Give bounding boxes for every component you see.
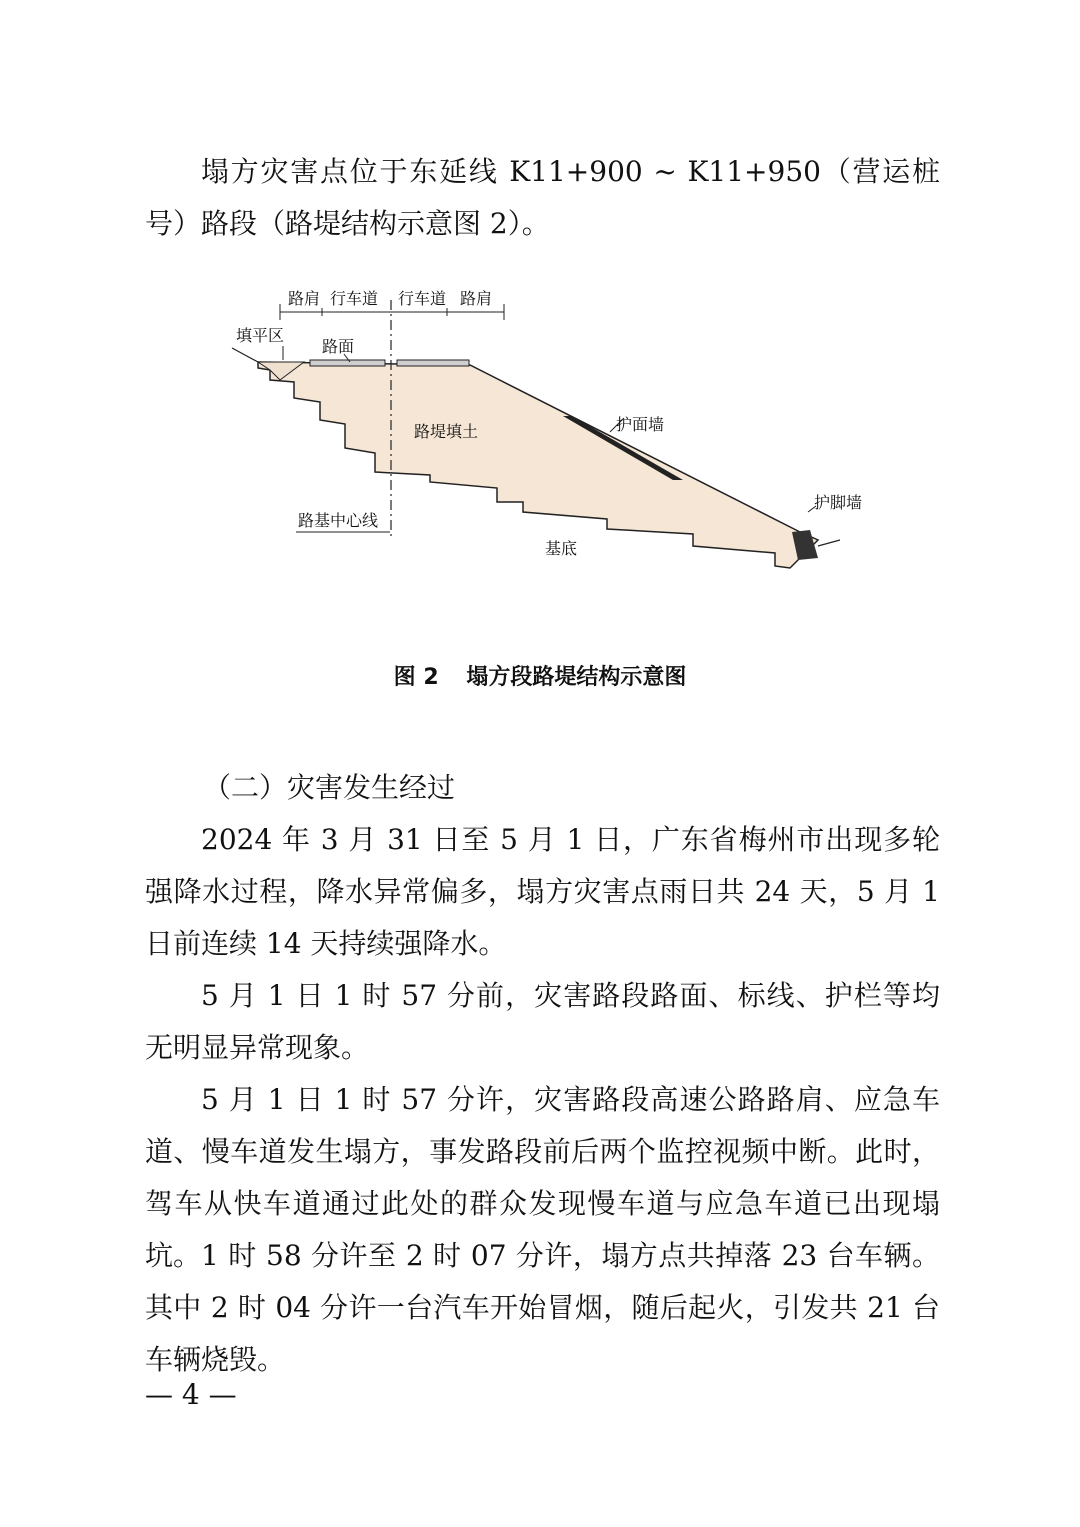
section-paragraph-2: 5 月 1 日 1 时 57 分前，灾害路段路面、标线、护栏等均无明显异常现象。 <box>145 979 940 1064</box>
label-lane-left: 行车道 <box>330 289 379 308</box>
label-base: 基底 <box>545 539 578 558</box>
page-number: — 4 — <box>145 1378 237 1411</box>
label-shoulder-left: 路肩 <box>288 289 321 308</box>
label-face-wall: 护面墙 <box>616 415 665 434</box>
label-toe-wall: 护脚墙 <box>814 493 863 512</box>
label-centerline: 路基中心线 <box>298 511 379 530</box>
caption-title: 塌方段路堤结构示意图 <box>466 665 687 690</box>
section-paragraph-3: 5 月 1 日 1 时 57 分许，灾害路段高速公路路肩、应急车道、慢车道发生塌方，事发路段前后两个监控视频中断。此时，驾车从快车道通过此处的群众发现慢车道与应急车道已出现塌坑。 <box>145 1083 940 1272</box>
embankment-body <box>258 362 818 568</box>
figure-caption <box>0 660 1080 691</box>
label-lane-right: 行车道 <box>398 289 447 308</box>
label-pavement: 路面 <box>322 337 355 356</box>
section-paragraph-1: 2024 年 3 月 31 日至 5 月 1 日，广东省梅州市出现多轮强降水过程，降水异常偏多，塌方灾害点雨日共 24 天，5 月 1 日前连续 14 天持续强降水。 <box>145 823 940 960</box>
section-heading: （二）灾害发生经过 <box>203 771 456 804</box>
label-shoulder-right: 路肩 <box>460 289 493 308</box>
label-fill-zone: 填平区 <box>236 326 285 345</box>
section-paragraph-4: 1 时 58 分许至 2 时 07 分许，塌方点共掉落 23 台车辆。其中 2 时 04 分许一台汽车开始冒烟，随后起火，引发共 21 台车辆烧毁。 <box>145 1239 940 1376</box>
label-embankment-fill: 路堤填土 <box>414 422 479 441</box>
intro-paragraph: 塌方灾害点位于东延线 K11+900 ~ K11+950（营运桩号）路段（路堤结构示意图 2）。 <box>145 155 940 240</box>
caption-number: 图 2 <box>393 665 439 690</box>
embankment-diagram <box>0 270 1080 590</box>
pavement-right <box>397 360 469 366</box>
pavement-left <box>310 360 385 366</box>
